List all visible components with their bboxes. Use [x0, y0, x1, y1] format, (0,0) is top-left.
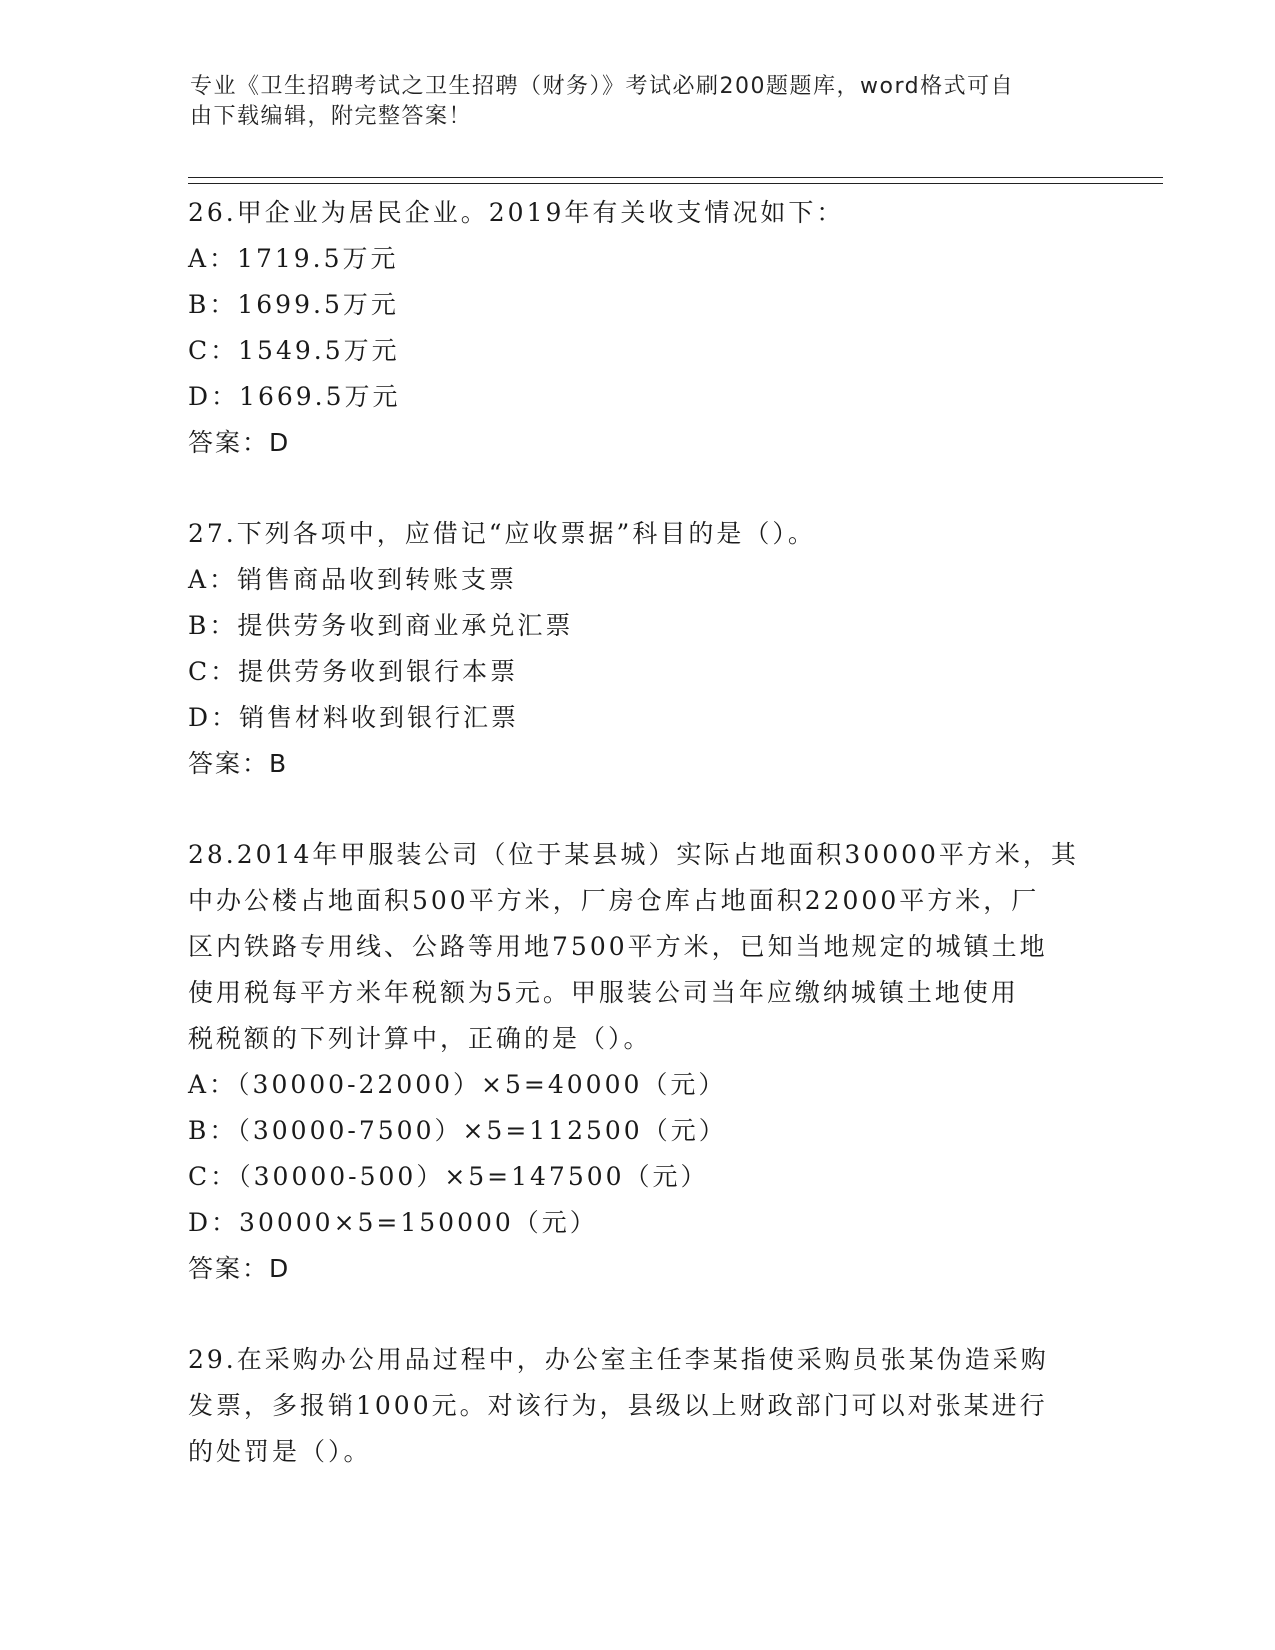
answer-option: A：（30000-22000）×5=40000（元）: [188, 1070, 727, 1099]
question-block: [188, 1337, 1088, 1475]
answer-key: 答案：B: [188, 749, 289, 778]
answer-option: D：30000×5=150000（元）: [188, 1208, 598, 1237]
question-stem-line: 发票，多报销1000元。对该行为，县级以上财政部门可以对张某进行: [188, 1391, 1048, 1420]
question-spacer: [188, 1292, 1088, 1337]
answer-option: B：1699.5万元: [188, 290, 399, 319]
answer-option: B：（30000-7500）×5=112500（元）: [188, 1116, 727, 1145]
question-stem-line: 28.2014年甲服装公司（位于某县城）实际占地面积30000平方米，其: [188, 840, 1079, 869]
answer-option: B：提供劳务收到商业承兑汇票: [188, 611, 574, 640]
answer-option: D：销售材料收到银行汇票: [188, 703, 520, 732]
answer-option: C：（30000-500）×5=147500（元）: [188, 1162, 709, 1191]
header-divider-bottom: [188, 183, 1163, 184]
question-spacer: [188, 787, 1088, 832]
document-header: [190, 72, 1090, 132]
answer-key: 答案：D: [188, 1254, 291, 1283]
question-spacer: [188, 466, 1088, 511]
question-stem-line: 27.下列各项中，应借记“应收票据”科目的是（）。: [188, 519, 816, 548]
question-block: [188, 190, 1088, 466]
question-stem-line: 使用税每平方米年税额为5元。甲服装公司当年应缴纳城镇土地使用: [188, 978, 1019, 1007]
question-list: [188, 190, 1088, 1475]
question-stem-line: 区内铁路专用线、公路等用地7500平方米，已知当地规定的城镇土地: [188, 932, 1048, 961]
question-stem-line: 26.甲企业为居民企业。2019年有关收支情况如下：: [188, 198, 845, 227]
question-block: [188, 832, 1088, 1292]
answer-option: A：销售商品收到转账支票: [188, 565, 518, 594]
question-stem-line: 税税额的下列计算中，正确的是（）。: [188, 1024, 652, 1053]
answer-key: 答案：D: [188, 428, 291, 457]
question-stem-line: 中办公楼占地面积500平方米，厂房仓库占地面积22000平方米，厂: [188, 886, 1040, 915]
answer-option: D：1669.5万元: [188, 382, 401, 411]
question-stem-line: 29.在采购办公用品过程中，办公室主任李某指使采购员张某伪造采购: [188, 1345, 1049, 1374]
question-stem-line: 的处罚是（）。: [188, 1437, 372, 1466]
answer-option: A：1719.5万元: [188, 244, 399, 273]
answer-option: C：1549.5万元: [188, 336, 400, 365]
answer-option: C：提供劳务收到银行本票: [188, 657, 519, 686]
header-line-1: 专业《卫生招聘考试之卫生招聘（财务）》考试必刷200题题库，word格式可自: [190, 74, 1015, 99]
question-block: [188, 511, 1088, 787]
header-divider-top: [188, 177, 1163, 178]
header-line-2: 由下载编辑，附完整答案！: [190, 104, 473, 129]
